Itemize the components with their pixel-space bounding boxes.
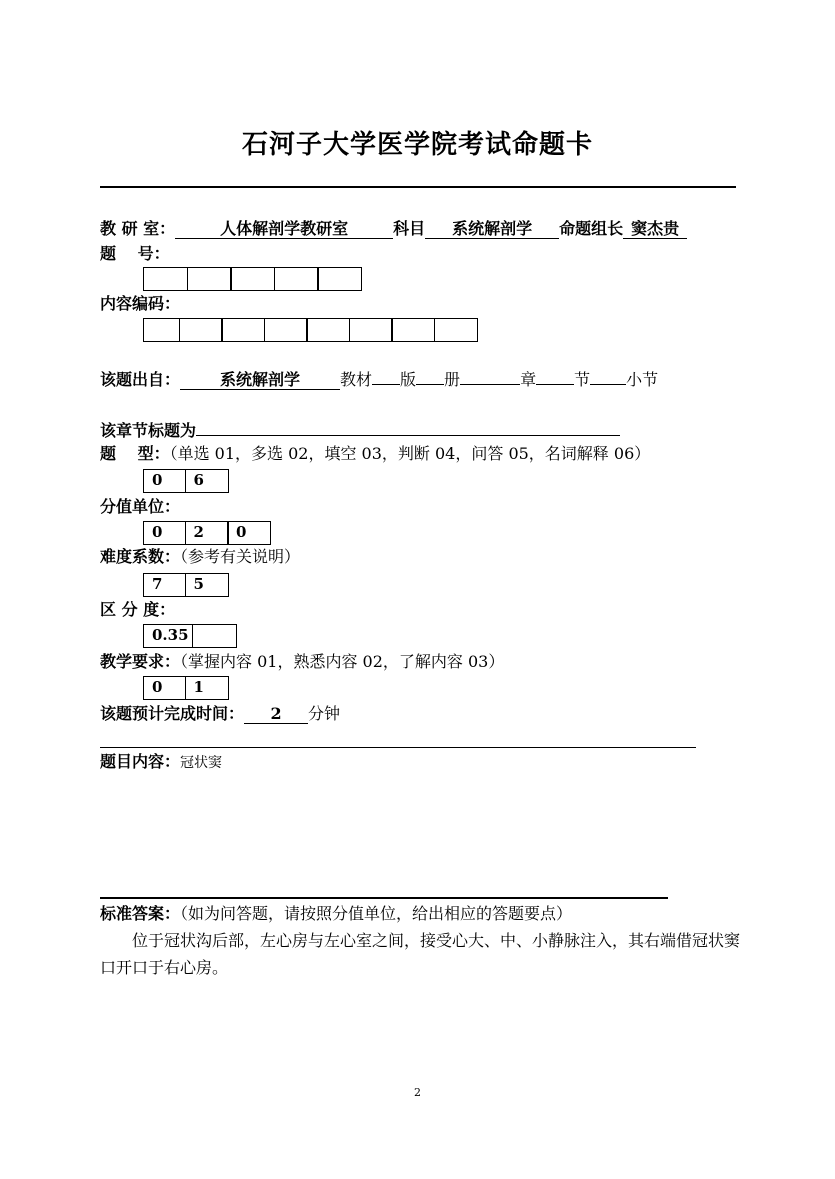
time-unit: 分钟 [308, 704, 341, 723]
page-title: 石河子大学医学院考试命题卡 [241, 130, 593, 160]
score-unit-cell: 2 [185, 521, 229, 545]
question-no-cell [230, 267, 275, 291]
answer-row [100, 903, 572, 925]
chapter-label: 章 [520, 370, 537, 389]
page-number: 2 [414, 1086, 421, 1099]
content-code-boxes [143, 318, 478, 342]
section-blank [536, 384, 574, 385]
requirement-row [100, 651, 504, 673]
question-type-label: 题 型： [100, 444, 170, 463]
question-no-cell [274, 267, 319, 291]
question-type-cell: 6 [185, 469, 229, 493]
score-unit-cell: 0 [227, 521, 271, 545]
answer-text: 位于冠状沟后部，左心房与左心室之间，接受心大、中、小静脉注入，其右端借冠状窦口开口于右心房。 [100, 931, 741, 977]
question-no-label: 题 号： [100, 244, 170, 263]
time-row [100, 703, 340, 725]
header-row [100, 218, 687, 240]
textbook-label: 教材 [340, 370, 373, 389]
discrimination-boxes [143, 624, 237, 648]
content-divider [100, 747, 696, 748]
content-code-cell [221, 318, 265, 342]
content-code-cell [434, 318, 478, 342]
source-value: 系统解剖学 [180, 370, 340, 390]
source-label: 该题出自： [100, 370, 181, 389]
requirement-cell: 1 [185, 676, 229, 700]
content-code-cell [306, 318, 350, 342]
content-code-cell [349, 318, 393, 342]
question-no-boxes [143, 267, 362, 291]
content-code-cell [179, 318, 223, 342]
dept-value: 人体解剖学教研室 [175, 219, 393, 239]
dept-label: 教 研 室： [100, 219, 176, 238]
question-type-boxes [143, 469, 229, 493]
difficulty-cell: 7 [143, 573, 186, 597]
volume-label: 册 [444, 370, 461, 389]
discrimination-cell: 0.35 [143, 624, 193, 648]
question-type-row [100, 443, 650, 465]
answer-divider [100, 897, 668, 899]
content-label: 题目内容： [100, 752, 181, 771]
content-code-label: 内容编码： [100, 294, 181, 313]
edition-blank [372, 384, 400, 385]
time-value: 2 [244, 704, 308, 724]
section-label: 节 [574, 370, 591, 389]
chapter-title-label: 该章节标题为 [100, 421, 197, 440]
title-divider [100, 186, 736, 188]
time-label: 该题预计完成时间： [100, 704, 245, 723]
question-no-cell [143, 267, 188, 291]
leader-value: 窦杰贵 [623, 219, 687, 239]
edition-label: 版 [400, 370, 417, 389]
question-no-cell [317, 267, 362, 291]
volume-blank [416, 384, 444, 385]
discrimination-label: 区 分 度： [100, 600, 176, 619]
content-code-cell [391, 318, 435, 342]
source-row [100, 369, 658, 391]
content-row [100, 751, 222, 774]
difficulty-label: 难度系数： [100, 547, 181, 566]
content-code-cell [264, 318, 308, 342]
requirement-boxes [143, 676, 229, 700]
chapter-title-value [196, 435, 620, 436]
content-code-cell [143, 318, 180, 342]
requirement-label: 教学要求： [100, 652, 181, 671]
chapter-blank [460, 384, 520, 385]
subsection-blank [590, 384, 626, 385]
question-type-cell: 0 [143, 469, 186, 493]
subject-label: 科目 [393, 219, 426, 238]
score-unit-boxes [143, 521, 271, 545]
difficulty-boxes [143, 573, 229, 597]
requirement-cell: 0 [143, 676, 186, 700]
question-no-cell [187, 267, 232, 291]
requirement-note: （掌握内容 01，熟悉内容 02，了解内容 03） [180, 652, 505, 671]
score-unit-label: 分值单位： [100, 497, 181, 516]
difficulty-cell: 5 [185, 573, 229, 597]
answer-note: （如为问答题，请按照分值单位，给出相应的答题要点） [180, 904, 573, 923]
subsection-label: 小节 [626, 370, 659, 389]
content-value: 冠状窦 [180, 755, 223, 771]
score-unit-cell: 0 [143, 521, 186, 545]
difficulty-row [100, 546, 300, 568]
discrimination-cell [192, 624, 237, 648]
answer-label: 标准答案： [100, 904, 181, 923]
subject-value: 系统解剖学 [425, 219, 559, 239]
question-type-note: （单选 01，多选 02，填空 03，判断 04，问答 05，名词解释 06） [169, 444, 651, 463]
leader-label: 命题组长 [559, 219, 624, 238]
difficulty-note: （参考有关说明） [180, 547, 301, 566]
chapter-title-row [100, 420, 620, 442]
